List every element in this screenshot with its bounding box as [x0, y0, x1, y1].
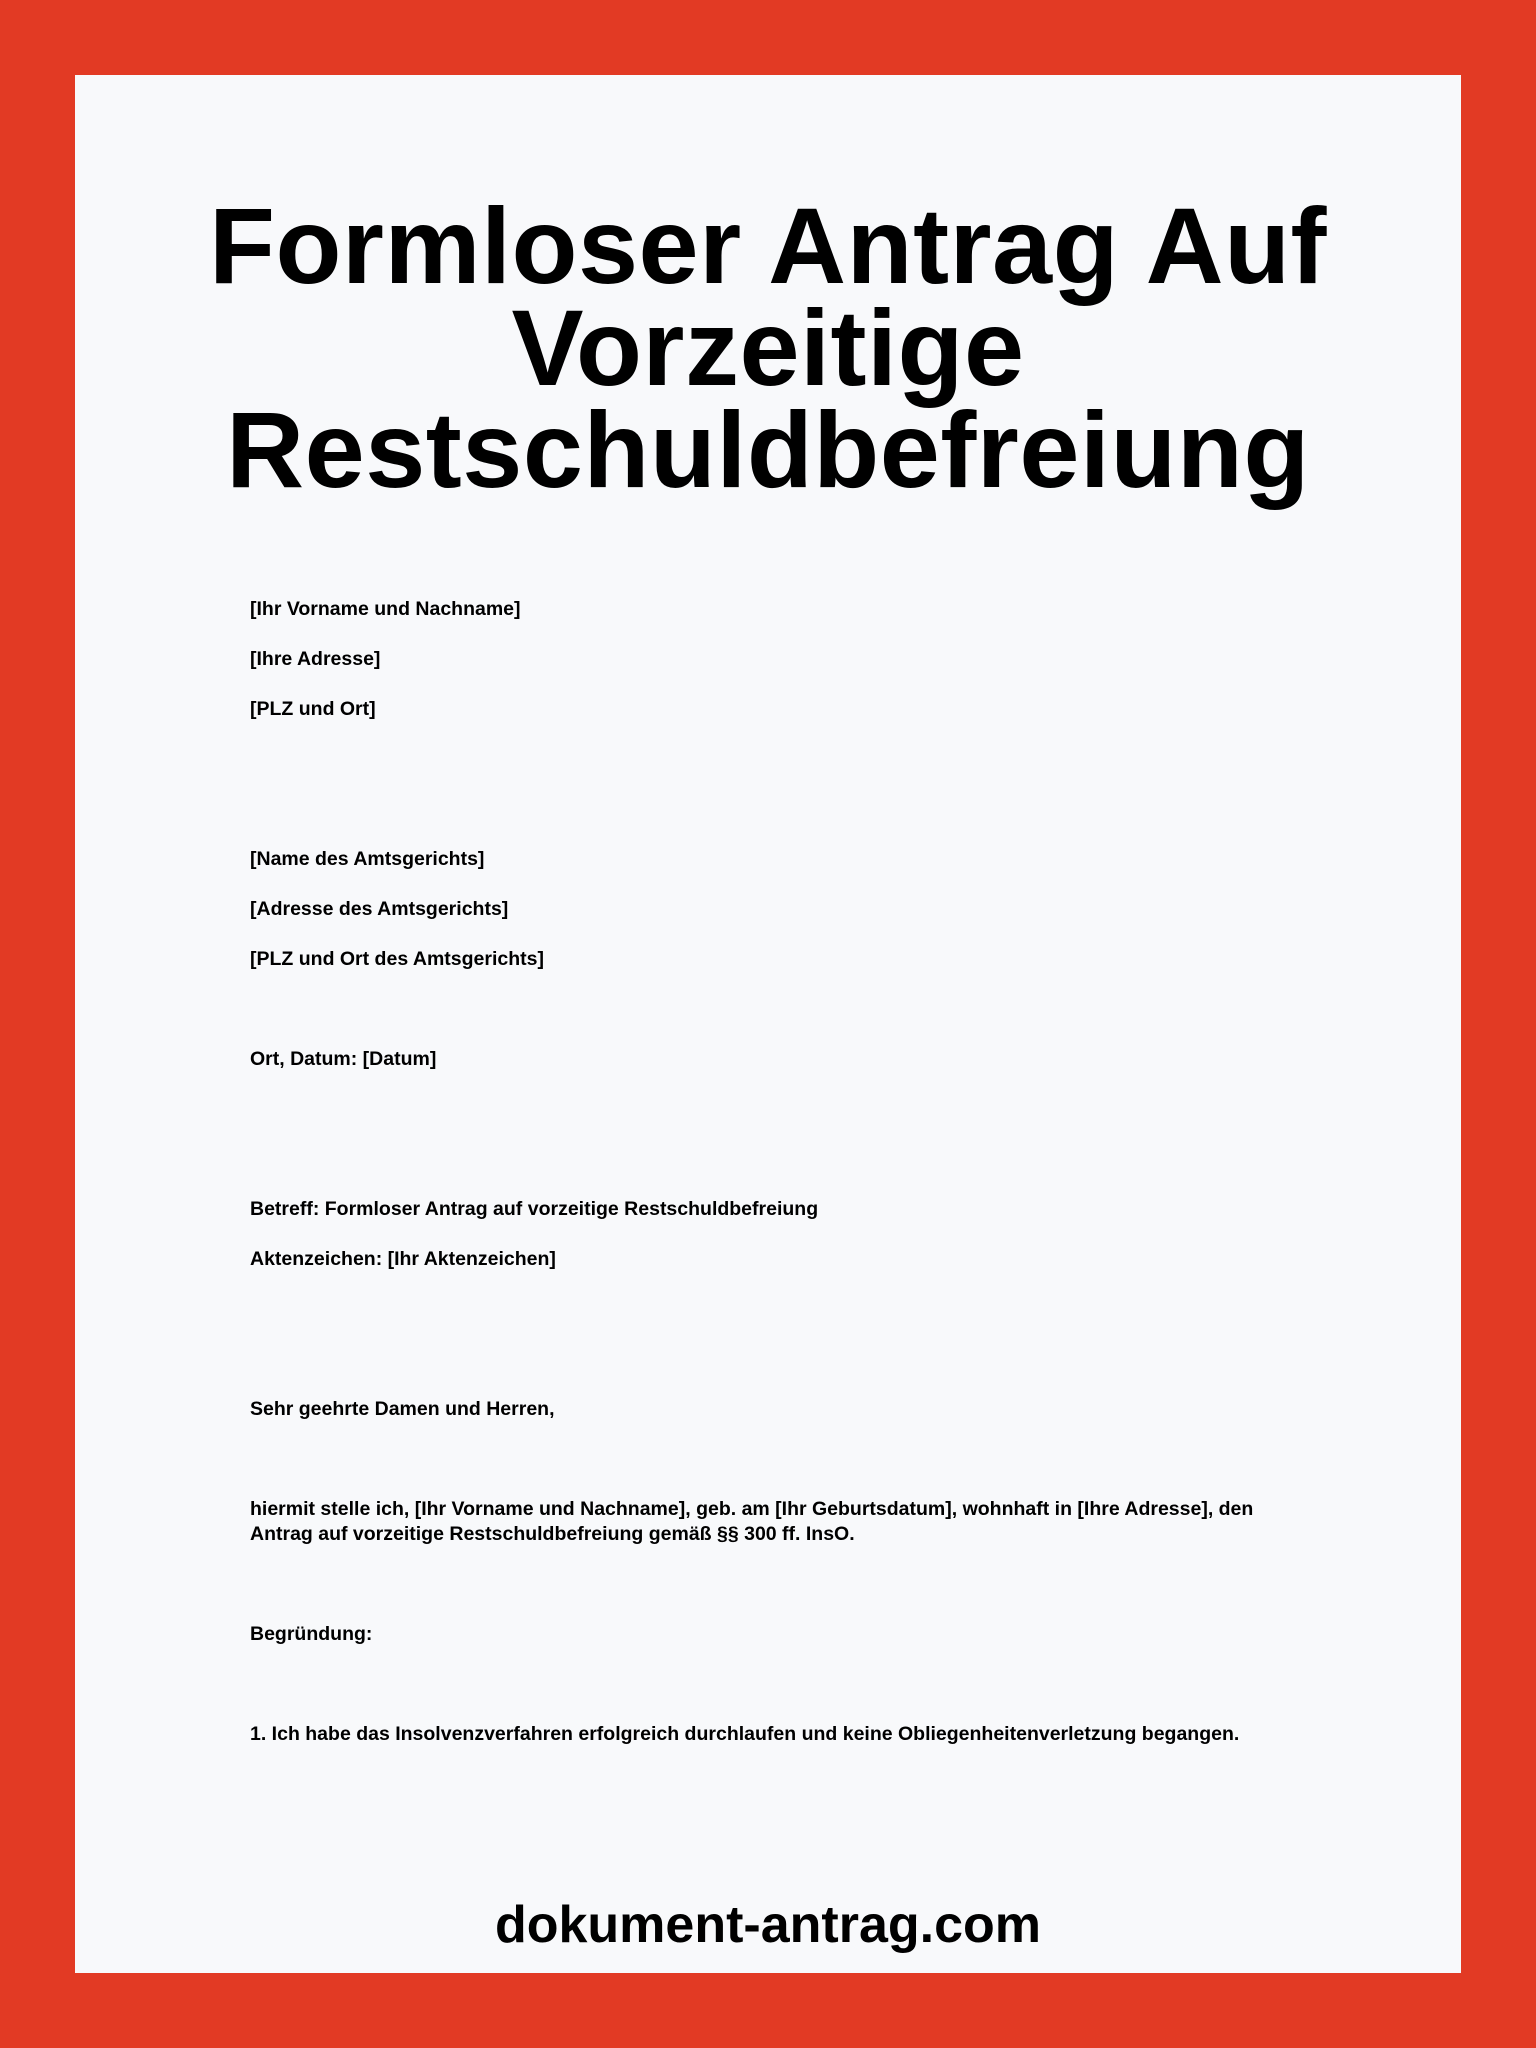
recipient-name: [Name des Amtsgerichts]: [250, 848, 485, 870]
recipient-city: [PLZ und Ort des Amtsgerichts]: [250, 948, 544, 970]
salutation: Sehr geehrte Damen und Herren,: [250, 1398, 555, 1420]
sender-address: [Ihre Adresse]: [250, 648, 381, 670]
sender-name: [Ihr Vorname und Nachname]: [250, 598, 521, 620]
document-page: [75, 75, 1461, 1973]
file-number: Aktenzeichen: [Ihr Aktenzeichen]: [250, 1248, 556, 1270]
sender-city: [PLZ und Ort]: [250, 698, 376, 720]
footer-site-name: dokument-antrag.com: [494, 1896, 1042, 1954]
body-paragraph: hiermit stelle ich, [Ihr Vorname und Nachname], geb. am [Ihr Geburtsdatum], wohnhaft in [Ihre Adresse], den Antrag auf vorzeitige Restschuldbefreiung gemäß §§ 300 ff. InsO.: [250, 1498, 1254, 1545]
recipient-address: [Adresse des Amtsgerichts]: [250, 898, 509, 920]
document-title: [75, 185, 1461, 510]
title-line-2: Vorzeitige: [511, 287, 1025, 408]
reason-item-1: 1. Ich habe das Insolvenzverfahren erfolgreich durchlaufen und keine Obliegenheitenverletzung begangen.: [250, 1723, 1240, 1745]
title-line-1: Formloser Antrag Auf: [208, 185, 1328, 306]
place-date: Ort, Datum: [Datum]: [250, 1048, 437, 1070]
subject-line: Betreff: Formloser Antrag auf vorzeitige Restschuldbefreiung: [250, 1198, 819, 1220]
reason-heading: Begründung:: [250, 1623, 373, 1645]
title-line-3: Restschuldbefreiung: [226, 389, 1310, 510]
